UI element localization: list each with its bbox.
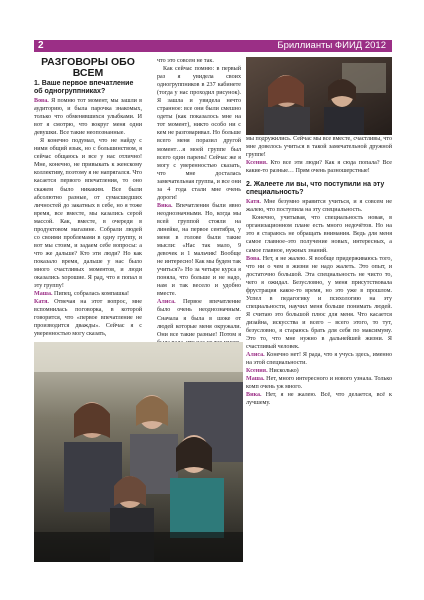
paragraph: Конечно, учитывая, что специальность новая, в организационном плане есть много недочётов. Но на это я стараюсь не обращать внимания. Ведь для меня самое главное–это получение новых, интересных, а самое главное, нужных знаний. [246, 215, 392, 254]
paragraph: Маша. Пипец, собралась компашка! [34, 291, 130, 298]
paragraph: Вова. Нет, я не жалею. Я вообще придерживаюсь того, что ни о чем в жизни не надо жалеть. Это опыт, и достаточно большой. Эта специальность не чисто то, чего я ожидал. Безусловно, у меня присутствовала фрустрация какое-то время, но это уже в прошлом. Успел в педагогику и психологию на эту специальности, научил меня больше понимать людей. Я считаю это большой плюс для меня. Что касается дизайна, искусства и всего – всего этого, то тут, безусловно, я стараюсь брать для себя по максимуму. Это то, что мне нужно в дальнейшей жизни. Я счастливый человек. [246, 255, 392, 351]
photo-students-top [246, 57, 392, 135]
paragraph: что это совсем не так. [157, 58, 214, 64]
paragraph: Ксения. Нисколько) [246, 368, 299, 375]
page-header [34, 40, 392, 52]
paragraph: Алиса. Первое впечатление было очень неоднозначным. Сначала я была в шоке от людей которые меня окружали. Они все такие разные! Потом я [157, 299, 241, 338]
paragraph: Ксения. Кто все эти люди? Как я сюда попала? Все какие-то разные… Прям очень разношерстные! [246, 160, 392, 175]
paragraph: Маша. Нет, много интересного и нового узнала. Только комп очень уж много. [246, 376, 392, 391]
paragraph: Как сейчас помню: в первый раз я увидела своих одногруппников в 237 кабинете (тогда у нас проходил рисунок). Я зашла и увидела нечто странное: все они были смешно одеты (как показалось мне на тот момент), никто особо ни с кем не разговаривал. Но больше всего меня поразил другой момент…я моей группе был всего один парень! Сейчас же я могу с уверенностью сказать, что мне досталась замечательная группа, и все они за 4 года стали мне очень дороги! [157, 66, 241, 201]
paragraph: Катя. Отвечая на этот вопрос, мне вспомнилась поговорка, в которой говорится, что «первое впечатление не производится дважды». Сейчас я с уверенностью могу сказать, [34, 299, 142, 338]
photo-image [34, 342, 243, 562]
question-2: 2. Жалеете ли вы, что поступили на эту специальность? [246, 181, 385, 197]
paragraph: Я конечно подумал, что не найду с ними общий язык, но с большинством, я сейчас общаюсь и все у нас отлично! Мне, конечно, не привыкать к женскому коллективу, поэтому я не напрягался. Что касается первого впечатления, то оно скажем было никаким. Все были абсолютно разные, от сумасшедших личностей до закатных в себе, но я тоже время, все вместе, мы казались серой массой. Как, вместе, в очереди в продуктовом магазине. Собрали людей со своими проблемами в одну группу, и вот мы стоим, и задаем себе вопросы: а что же дальше? Кто эти люди? Но как показало время, дальше у нас было много счастливых моментов, и люди оказались хорошие. Я рад, что я попал в эту группу! [34, 138, 142, 290]
page-number: 2 [38, 40, 44, 51]
paragraph: Алиса. Конечно нет! Я рада, что я учусь здесь, именно на этой специальности. [246, 352, 392, 367]
paragraph: Вова. Я помню тот момент, мы зашли в аудиторию, и была парочка знакомых, только что обменявшихся улыбками. И вот я смотрю, что вокруг меня одни девушки. Все такие неопознанные. [34, 98, 142, 137]
column-1 [34, 57, 142, 338]
photo-image [246, 57, 392, 135]
photo-group-bus [34, 342, 243, 562]
article-title: РАЗГОВОРЫ ОБО ВСЕМ [41, 56, 135, 79]
paragraph: Вика. Нет, я не жалею. Всё, что делается, всё к лучшему. [246, 392, 392, 407]
paragraph: мы подружились. Сейчас мы все вместе, счастливы, что мне довелось учиться в такой замечательной дружной группе! [246, 136, 392, 159]
paragraph: Вика. Впечатления были явно неоднозначными. Но, когда мы всей группой стояли на линейке, на первое сентября, у меня в голове были такие мысли: «Нас так мало, 9 девочек и 1 мальчик! Вообще не интересно! Как мы будем так учиться?» Но за четыре курса я поняла, что больше и не надо, нам и так весело и удобно вместе. [157, 202, 241, 298]
question-1: 1. Ваше первое впечатление об одногруппниках? [34, 80, 134, 95]
header-title: Бриллианты ФИИД 2012 [277, 40, 386, 51]
column-3-top [246, 135, 392, 407]
paragraph: Катя. Мне безумно нравится учиться, и я совсем не жалею, что поступила на эту специальность. [246, 199, 392, 214]
